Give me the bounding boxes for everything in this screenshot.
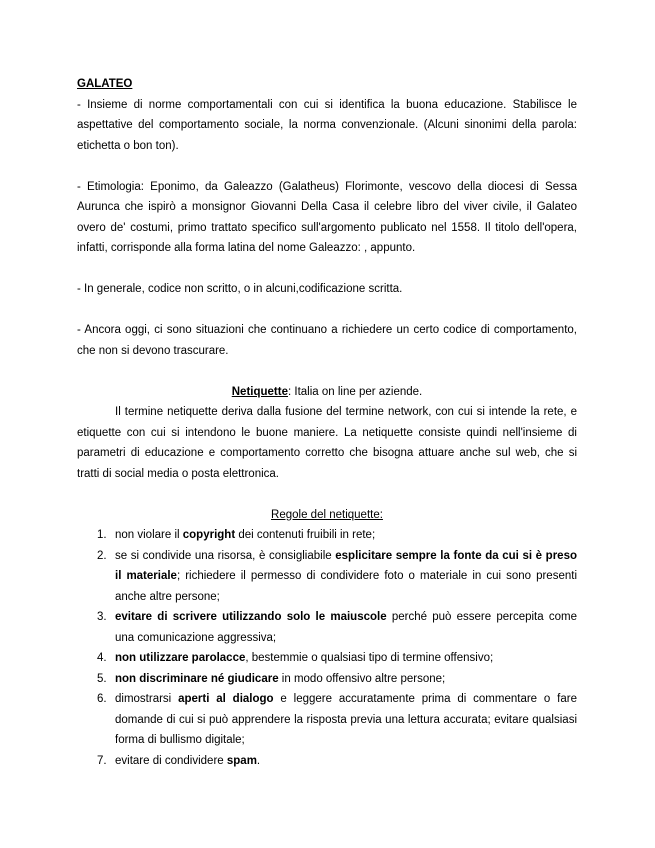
rule-text-bold: esplicitare sempre la fonte da cui si è preso il materiale <box>115 549 577 582</box>
netiquette-heading <box>77 382 577 403</box>
rule-item <box>77 648 577 669</box>
galateo-section <box>77 74 577 95</box>
netiquette-body: Il termine netiquette deriva dalla fusione del termine network, con cui si intende la rete, e etiquette con cui si intendono le buone maniere. La netiquette consiste quindi nell'insieme di parametri di educazione e comportamento corretto che bisogna attuare anche sul web, che si tratti di social media o posta elettronica. <box>77 406 577 480</box>
rule-number: 6. <box>97 693 107 705</box>
rule-item <box>77 751 577 772</box>
rule-text-bold: aperti al dialogo <box>178 693 274 705</box>
rule-number: 5. <box>97 672 107 685</box>
netiquette-title: Netiquette <box>231 385 288 398</box>
rule-text-post: , bestemmie o qualsiasi tipo di termine offensivo; <box>245 652 494 664</box>
rules-heading-text: Regole del netiquette: <box>271 508 383 521</box>
rule-text-bold: spam <box>226 754 257 767</box>
document-page <box>77 74 577 771</box>
rule-number: 2. <box>97 549 107 562</box>
galateo-definition: - Insieme di norme comportamentali con cui si identifica la buona educazione. Stabilisce le aspettative del comportamento sociale, la norma convenzionale. (Alcuni sinonimi della parola: etichetta o bon ton). <box>77 98 577 152</box>
rule-item <box>77 669 577 690</box>
rule-text-bold: evitare di scrivere utilizzando solo le maiuscole <box>115 611 387 623</box>
rule-number: 3. <box>97 611 107 623</box>
rule-text-pre: dimostrarsi <box>115 693 179 705</box>
rule-item <box>77 525 577 546</box>
rule-text-bold: non utilizzare parolacce <box>115 652 246 664</box>
netiquette-source: : Italia on line per aziende. <box>287 385 423 398</box>
galateo-title: GALATEO <box>77 78 133 90</box>
rule-text-pre: se si condivide una risorsa, è consigliabile <box>115 549 336 562</box>
galateo-general: - In generale, codice non scritto, o in alcuni,codificazione scritta. <box>77 283 403 295</box>
rule-number: 1. <box>97 529 107 541</box>
rule-number: 7. <box>97 754 107 767</box>
rule-text-pre: non violare il <box>115 529 183 541</box>
rule-text-post: e leggere accuratamente prima di commentare o fare domande di cui si può apprendere la risposta previa una lettura accurata; evitare qualsiasi forma di bullismo digitale; <box>115 693 577 746</box>
rule-number: 4. <box>97 652 107 664</box>
galateo-etymology: - Etimologia: Eponimo, da Galeazzo (Galatheus) Florimonte, vescovo della diocesi di Sessa Aurunca che ispirò a monsignor Giovanni Della Casa il celebre libro del viver civile, il Galateo overo de' costumi, primo trattato specifico sull'argomento publicato nel 1558. Il titolo dell'opera, infatti, corrisponde alla forma latina del nome Galeazzo: , appunto. <box>77 180 577 254</box>
rule-text-post: . <box>256 754 261 767</box>
galateo-today: - Ancora oggi, ci sono situazioni che continuano a richiedere un certo codice di comportamento, che non si devono trascurare. <box>77 324 577 357</box>
rules-heading <box>77 505 577 526</box>
rule-text-post: dei contenuti fruibili in rete; <box>235 529 376 541</box>
rule-text-post: perché può essere percepita come una comunicazione aggressiva; <box>115 611 577 644</box>
rule-text-bold: copyright <box>182 529 236 541</box>
rule-text-post: in modo offensivo altre persone; <box>278 672 446 685</box>
rule-text-post: ; richiedere il permesso di condividere foto o materiale in cui sono presenti anche altre persone; <box>115 570 577 603</box>
rule-item <box>77 546 577 608</box>
rules-list <box>77 525 577 771</box>
rule-text-pre: evitare di condividere <box>115 754 227 767</box>
rule-item <box>77 607 577 648</box>
rule-item <box>77 689 577 751</box>
rule-text-bold: non discriminare né giudicare <box>115 672 279 685</box>
